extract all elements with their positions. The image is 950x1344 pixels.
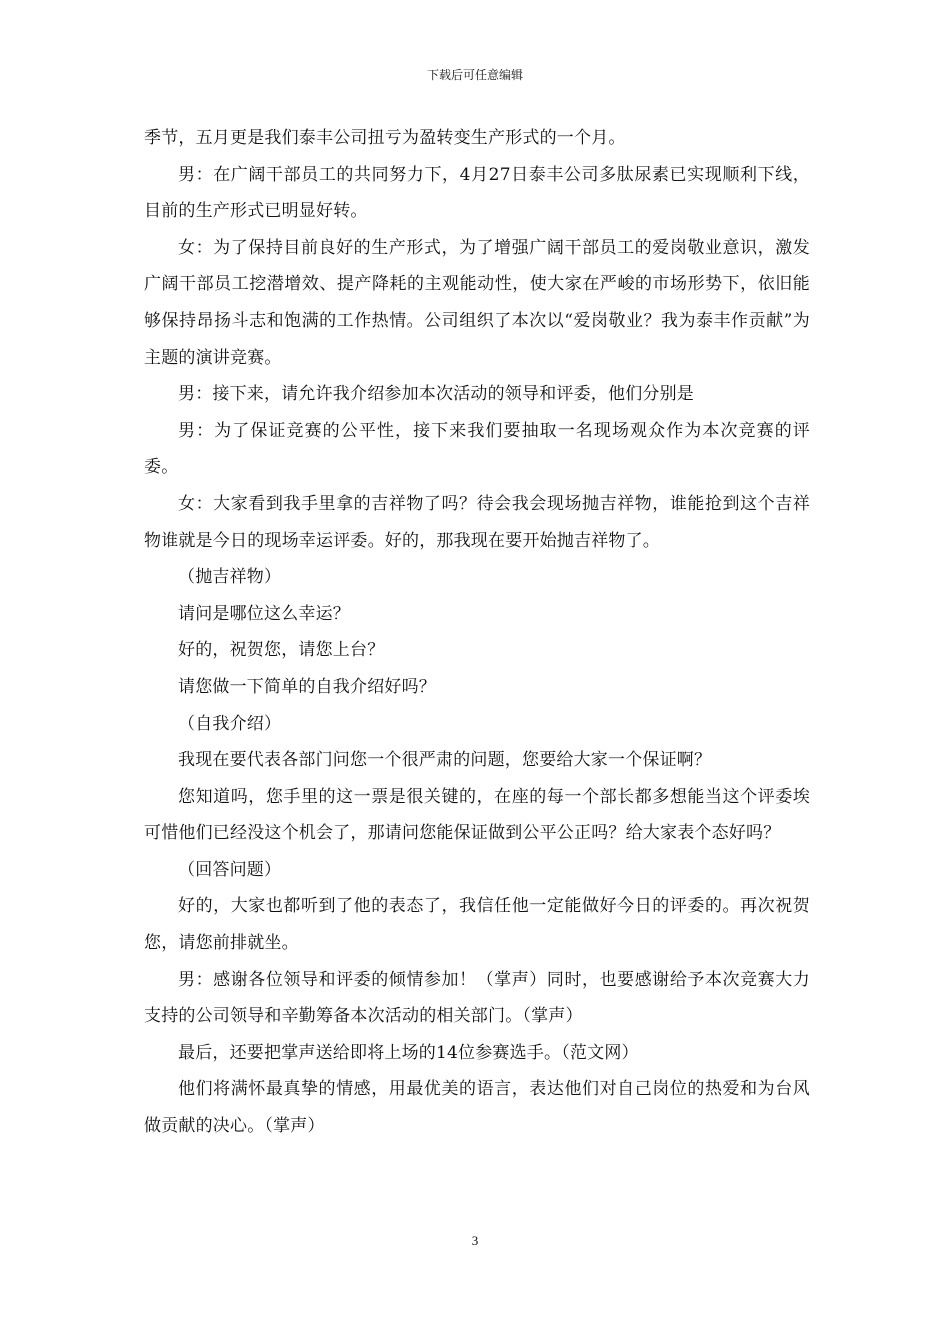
- paragraph: 请您做一下简单的自我介绍好吗？: [178, 676, 436, 697]
- paragraph: 男：感谢各位领导和评委的倾情参加！（掌声）同时，也要感谢给予本次竞赛大力支持的公司领导和辛勤筹备本次活动的相关部门。（掌声）: [144, 969, 810, 1027]
- paragraph: 男：为了保证竞赛的公平性，接下来我们要抽取一名现场观众作为本次竞赛的评委。: [144, 420, 810, 478]
- document-body: [144, 120, 810, 1145]
- paragraph: 男：在广阔干部员工的共同努力下，4月27日泰丰公司多肽尿素已实现顺利下线，目前的生产形式已明显好转。: [144, 164, 810, 222]
- paragraph: 他们将满怀最真挚的情感，用最优美的语言，表达他们对自己岗位的热爱和为台风做贡献的决心。（掌声）: [144, 1079, 810, 1137]
- paragraph: 最后，还要把掌声送给即将上场的14位参赛选手。（范文网）: [178, 1042, 639, 1063]
- paragraph: 男：接下来，请允许我介绍参加本次活动的领导和评委，他们分别是: [178, 384, 694, 405]
- paragraph: 女：大家看到我手里拿的吉祥物了吗？待会我会现场抛吉祥物，谁能抢到这个吉祥物谁就是今日的现场幸运评委。好的，那我现在要开始抛吉祥物了。: [144, 493, 810, 551]
- paragraph: 女：为了保持目前良好的生产形式，为了增强广阔干部员工的爱岗敬业意识，激发广阔干部员工挖潜增效、提产降耗的主观能动性，使大家在严峻的市场形势下，依旧能够保持昂扬斗志和饱满的工作热情。公司组织了本次以“爱岗敬业？我为泰丰作贡献”为主题的演讲竞赛。: [144, 237, 810, 368]
- paragraph: （抛吉祥物）: [178, 567, 282, 588]
- paragraph: 我现在要代表各部门问您一个很严肃的问题，您要给大家一个保证啊？: [178, 750, 712, 771]
- paragraph: 好的，大家也都听到了他的表态了，我信任他一定能做好今日的评委的。再次祝贺您，请您前排就坐。: [144, 896, 810, 954]
- page-number: 3: [471, 1233, 479, 1248]
- paragraph: 请问是哪位这么幸运？: [178, 603, 350, 624]
- paragraph: （自我介绍）: [178, 713, 282, 734]
- paragraph: 您知道吗，您手里的这一票是很关键的，在座的每一个部长都多想能当这个评委埃可惜他们已经没这个机会了，那请问您能保证做到公平公正吗？给大家表个态好吗？: [144, 786, 810, 844]
- paragraph: （回答问题）: [178, 859, 282, 880]
- page-header: 下载后可任意编辑: [426, 68, 523, 82]
- paragraph: 好的，祝贺您，请您上台？: [178, 640, 385, 661]
- paragraph: 季节，五月更是我们泰丰公司扭亏为盈转变生产形式的一个月。: [144, 128, 626, 148]
